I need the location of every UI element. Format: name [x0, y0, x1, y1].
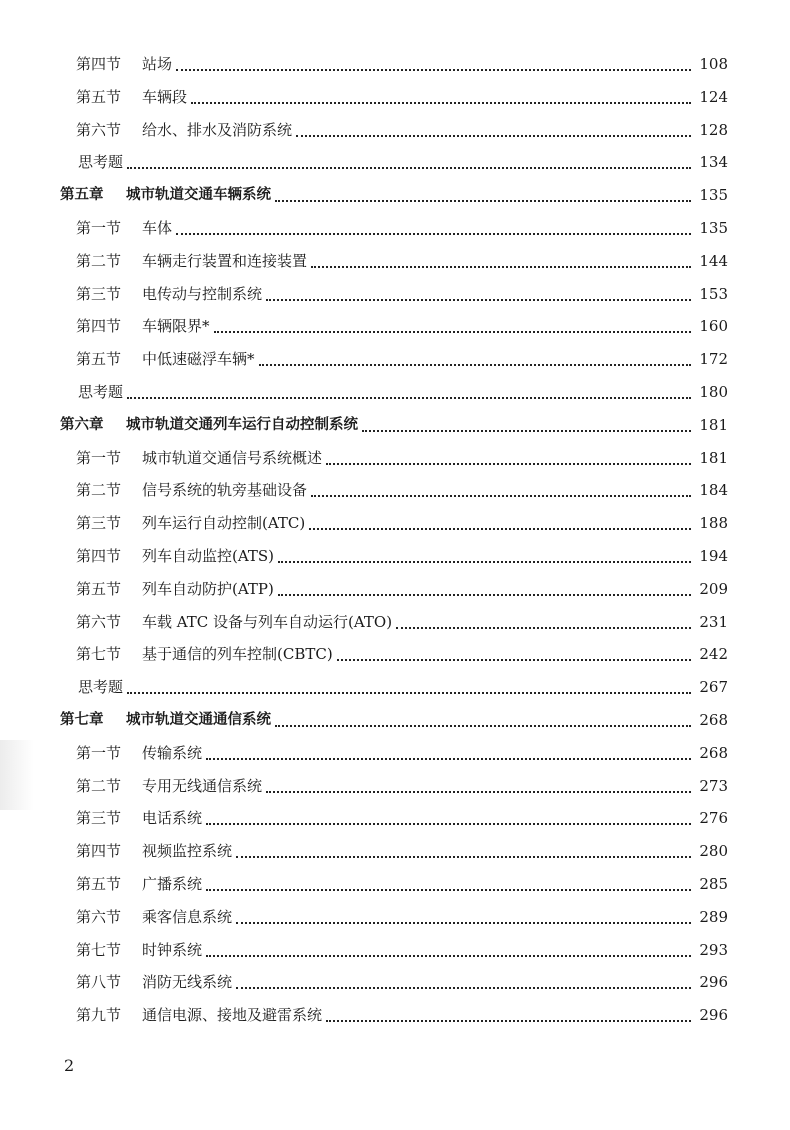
toc-entry-title: 城市轨道交通列车运行自动控制系统 — [126, 416, 358, 433]
toc-entry-title: 思考题 — [78, 153, 124, 172]
toc-entry-title: 城市轨道交通通信系统 — [126, 712, 271, 728]
toc-section-row — [0, 474, 790, 506]
toc-section-row — [0, 999, 790, 1031]
toc-chapter-row — [0, 704, 790, 736]
toc-entry-number: 第三节 — [76, 284, 122, 303]
dot-leader — [362, 430, 691, 432]
dot-leader — [236, 856, 691, 858]
dot-leader — [191, 102, 691, 104]
toc-entry-number: 第六章 — [60, 416, 104, 433]
toc-section-row — [0, 901, 790, 933]
dot-leader — [176, 69, 691, 71]
toc-entry-page: 135 — [699, 186, 728, 205]
toc-entry-page: 285 — [699, 875, 728, 893]
toc-entry-title: 思考题 — [78, 383, 124, 401]
toc-section-row — [0, 343, 790, 375]
toc-entry-number: 第二节 — [76, 481, 122, 500]
toc-entry-title: 时钟系统 — [142, 940, 203, 959]
toc-entry-title: 通信电源、接地及避雷系统 — [142, 1006, 323, 1025]
dot-leader — [337, 659, 692, 661]
toc-section-row — [0, 835, 790, 867]
toc-entry-page: 135 — [699, 219, 728, 237]
dot-leader — [266, 791, 691, 793]
toc-entry-title: 车体 — [142, 219, 173, 237]
toc-entry-number: 第一节 — [76, 219, 122, 237]
toc-section-row — [0, 966, 790, 998]
toc-chapter-row — [0, 409, 790, 441]
toc-entry-page: 181 — [699, 415, 728, 434]
toc-entry-title: 乘客信息系统 — [142, 907, 233, 926]
toc-entry-page: 134 — [699, 153, 728, 172]
dot-leader — [278, 594, 692, 596]
toc-section-row — [0, 934, 790, 966]
toc-entry-page: 180 — [699, 383, 728, 401]
toc-entry-page: 231 — [699, 612, 728, 631]
toc-section-row — [0, 114, 790, 146]
toc-section-row — [0, 442, 790, 474]
toc-entry-title: 视频监控系统 — [142, 842, 233, 861]
dot-leader — [311, 266, 691, 268]
toc-entry-page: 268 — [699, 711, 728, 729]
dot-leader — [296, 135, 691, 137]
toc-entry-title: 城市轨道交通车辆系统 — [126, 187, 271, 204]
dot-leader — [278, 561, 691, 563]
toc-section-row — [0, 540, 790, 572]
toc-entry-page: 172 — [699, 350, 728, 369]
toc-entry-page: 181 — [699, 448, 728, 467]
toc-entry-number: 第八节 — [76, 973, 122, 992]
toc-entry-number: 第五章 — [60, 187, 104, 204]
toc-section-row — [0, 81, 790, 113]
toc-entry-page: 153 — [699, 284, 728, 303]
toc-entry-page: 289 — [699, 907, 728, 926]
toc-section-row — [0, 212, 790, 244]
toc-entry-title: 消防无线系统 — [142, 973, 233, 992]
toc-entry-number: 第六节 — [76, 612, 122, 631]
toc-entry-page: 160 — [699, 317, 728, 336]
toc-entry-title: 站场 — [142, 55, 173, 73]
toc-entry-title: 列车自动防护(ATP) — [142, 579, 274, 598]
toc-entry-title: 城市轨道交通信号系统概述 — [142, 448, 323, 467]
toc-entry-page: 209 — [699, 579, 728, 598]
toc-entry-number: 第五节 — [76, 350, 122, 369]
page-number: 2 — [64, 1056, 75, 1075]
dot-leader — [266, 299, 691, 301]
toc-entry-page: 184 — [699, 481, 728, 500]
dot-leader — [206, 955, 691, 957]
dot-leader — [206, 889, 691, 891]
toc-entry-title: 广播系统 — [142, 875, 203, 893]
toc-questions-row — [0, 671, 790, 703]
dot-leader — [127, 397, 691, 399]
dot-leader — [311, 495, 691, 497]
toc-entry-title: 车辆走行装置和连接装置 — [142, 251, 308, 270]
toc-entry-number: 第二节 — [76, 251, 122, 270]
toc-entry-page: 268 — [699, 743, 728, 762]
toc-entry-title: 中低速磁浮车辆* — [142, 350, 255, 369]
toc-section-row — [0, 606, 790, 638]
toc-entry-number: 第七节 — [76, 940, 122, 959]
toc-section-row — [0, 868, 790, 900]
toc-entry-title: 电传动与控制系统 — [142, 284, 263, 303]
toc-section-row — [0, 638, 790, 670]
toc-entry-number: 第七节 — [76, 645, 122, 664]
toc-entry-title: 车辆段 — [142, 87, 188, 106]
toc-entry-page: 242 — [699, 645, 728, 664]
toc-entry-page: 267 — [699, 678, 728, 697]
toc-entry-page: 273 — [699, 776, 728, 795]
dot-leader — [206, 758, 691, 760]
dot-leader — [326, 1020, 691, 1022]
toc-entry-number: 第六节 — [76, 907, 122, 926]
toc-questions-row — [0, 146, 790, 178]
toc-entry-title: 列车运行自动控制(ATC) — [142, 514, 306, 533]
dot-leader — [127, 167, 691, 169]
dot-leader — [275, 200, 691, 202]
toc-entry-page: 276 — [699, 809, 728, 828]
toc-entry-title: 给水、排水及消防系统 — [142, 120, 293, 139]
toc-entry-number: 第四节 — [76, 547, 122, 565]
toc-entry-title: 列车自动监控(ATS) — [142, 547, 274, 565]
dot-leader — [214, 331, 692, 333]
toc-entry-page: 296 — [699, 1006, 728, 1025]
toc-entry-page: 188 — [699, 514, 728, 533]
toc-entry-title: 车载 ATC 设备与列车自动运行(ATO) — [142, 612, 393, 631]
dot-leader — [127, 692, 691, 694]
toc-questions-row — [0, 376, 790, 408]
toc-entry-page: 124 — [699, 87, 728, 106]
toc-section-row — [0, 802, 790, 834]
dot-leader — [275, 725, 691, 727]
toc-chapter-row — [0, 179, 790, 211]
toc-entry-title: 专用无线通信系统 — [142, 776, 263, 795]
toc-entry-title: 电话系统 — [142, 809, 203, 828]
toc-section-row — [0, 507, 790, 539]
dot-leader — [176, 233, 691, 235]
toc-section-row — [0, 310, 790, 342]
dot-leader — [309, 528, 691, 530]
toc-section-row — [0, 770, 790, 802]
dot-leader — [206, 823, 691, 825]
toc-entry-number: 第一节 — [76, 743, 122, 762]
toc-entry-number: 第九节 — [76, 1006, 122, 1025]
toc-entry-page: 194 — [699, 547, 728, 565]
toc-section-row — [0, 737, 790, 769]
toc-section-row — [0, 278, 790, 310]
toc-entry-number: 第五节 — [76, 87, 122, 106]
dot-leader — [236, 987, 691, 989]
toc-entry-title: 车辆限界* — [142, 317, 210, 336]
toc-section-row — [0, 245, 790, 277]
toc-entry-number: 第四节 — [76, 842, 122, 861]
toc-entry-number: 第四节 — [76, 317, 122, 336]
toc-entry-number: 第五节 — [76, 875, 122, 893]
toc-entry-number: 第六节 — [76, 120, 122, 139]
dot-leader — [236, 922, 691, 924]
dot-leader — [326, 463, 691, 465]
toc-entry-number: 第四节 — [76, 55, 122, 73]
toc-entry-number: 第二节 — [76, 776, 122, 795]
toc-entry-page: 293 — [699, 940, 728, 959]
toc-entry-title: 思考题 — [78, 678, 124, 697]
toc-entry-title: 传输系统 — [142, 743, 203, 762]
toc-entry-page: 128 — [699, 120, 728, 139]
toc-entry-page: 296 — [699, 973, 728, 992]
toc-section-row — [0, 573, 790, 605]
toc-entry-page: 280 — [699, 842, 728, 861]
toc-entry-number: 第七章 — [60, 712, 104, 728]
toc-entry-page: 108 — [699, 55, 728, 73]
dot-leader — [396, 627, 691, 629]
toc-entry-number: 第五节 — [76, 579, 122, 598]
dot-leader — [259, 364, 692, 366]
toc-entry-page: 144 — [699, 251, 728, 270]
toc-entry-title: 基于通信的列车控制(CBTC) — [142, 645, 333, 664]
toc-entry-number: 第三节 — [76, 809, 122, 828]
toc-entry-number: 第三节 — [76, 514, 122, 533]
toc-entry-title: 信号系统的轨旁基础设备 — [142, 481, 308, 500]
toc-entry-number: 第一节 — [76, 448, 122, 467]
toc-section-row — [0, 48, 790, 80]
